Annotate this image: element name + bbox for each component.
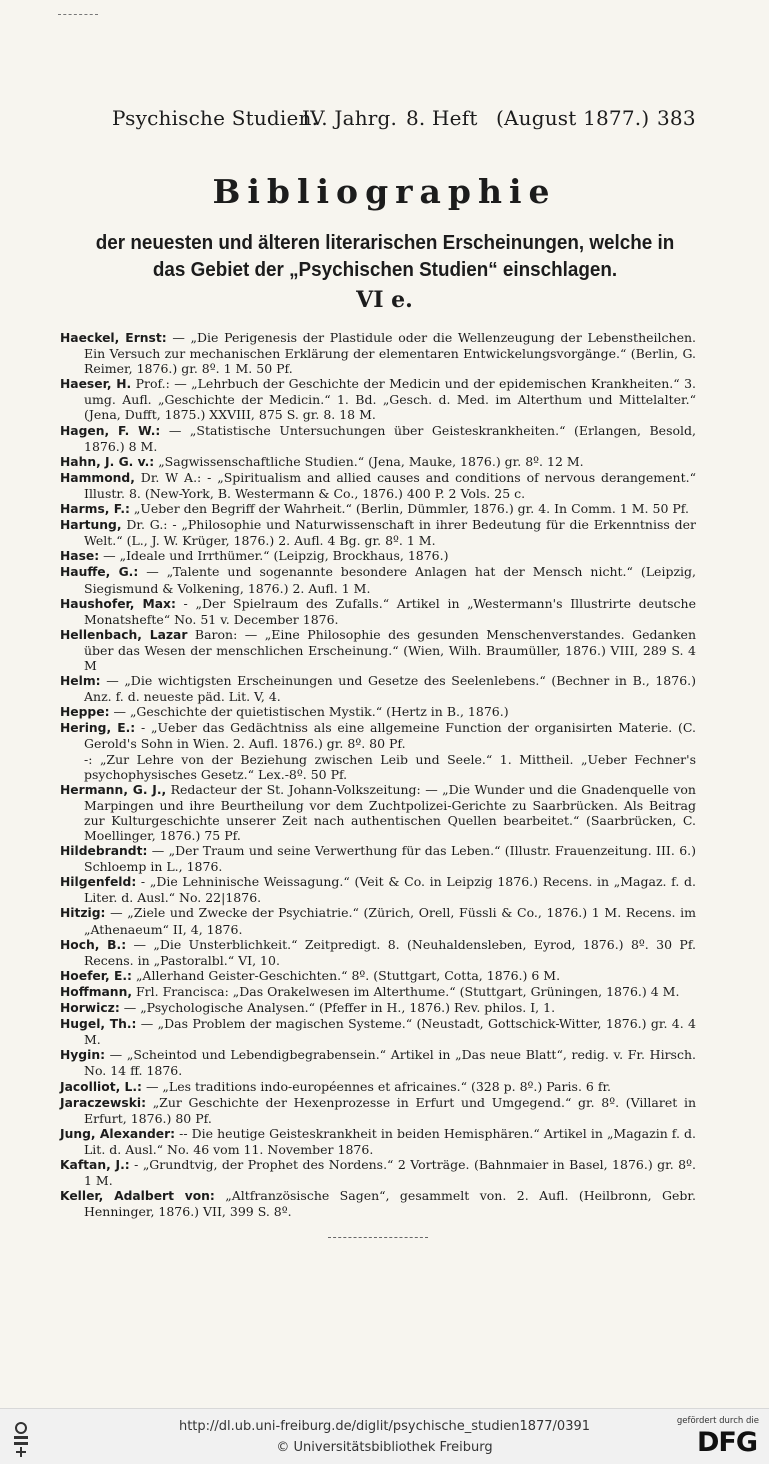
end-rule (328, 1237, 428, 1239)
entry-author: Keller, Adalbert von: (60, 1189, 215, 1204)
entry-text: — „Psychologische Analysen.“ (Pfeffer in H., 1876.) Rev. philos. I, 1. (119, 1000, 556, 1016)
entry-author: Hoch, B.: (60, 937, 127, 952)
entry-text: -: „Zur Lehre von der Beziehung zwischen Leib und Seele.“ 1. Mittheil. „Ueber Fechner's psychophysisches Gesetz.“ Lex.-8º. 50 Pf. (84, 751, 696, 782)
top-scan-marks (58, 14, 98, 17)
bibliography-entry (60, 984, 696, 1000)
bibliography-entry (60, 1188, 696, 1219)
bibliography-entry (60, 782, 696, 843)
entry-text: — „Geschichte der quietistischen Mystik.“ (Hertz in B., 1876.) (109, 704, 509, 720)
entry-text: Prof.: — „Lehrbuch der Geschichte der Medicin und der epidemischen Krankheiten.“ 3. umg. Aufl. „Geschichte der Medicin.“ 1. Bd. „Gesch. d. Med. im Alterthum und Mittelalter.“ (Jena, Dufft, 1875.) XXVIII, 875 S. gr. 8. 18 M. (84, 376, 696, 423)
entry-text: — „Die Perigenesis der Plastidule oder die Wellenzeugung der Lebenstheilchen. Ein Versuch zur mechanischen Erklärung der elementaren Entwickelungsvorgänge.“ (Berlin, G. Reimer, 1876.) gr. 8º. 1 M. 50 Pf. (84, 330, 696, 377)
entry-text: Dr. G.: - „Philosophie und Naturwissenschaft in ihrer Bedeutung für die Erkenntniss der Welt.“ (L., J. W. Krüger, 1876.) 2. Aufl. 4 Bg. gr. 8º. 1 M. (84, 517, 696, 549)
entry-author: Hauffe, G.: (60, 565, 139, 580)
entry-text: — „Scheintod und Lebendigbegrabensein.“ Artikel in „Das neue Blatt“, redig. v. Fr. Hirsch. No. 14 ff. 1876. (84, 1047, 696, 1079)
bibliography-entry (60, 720, 696, 751)
journal-title: Psychische Studien. (112, 106, 319, 130)
entry-text: - „Ueber das Gedächtniss als eine allgemeine Function der organisirten Materie. (C. Gerold's Sohn in Wien. 2. Aufl. 1876.) gr. 8º. 80 Pf. (84, 720, 696, 752)
bibliography-entry (60, 1126, 696, 1157)
bibliography-entry (60, 704, 696, 720)
entry-author: Harms, F.: (60, 502, 130, 517)
bibliography-entry (60, 1016, 696, 1047)
entry-author: Hilgenfeld: (60, 875, 137, 890)
document-url[interactable]: http://dl.ub.uni-freiburg.de/diglit/psychische_studien1877/0391 (178, 1419, 591, 1434)
entry-author: Haeser, H. (60, 377, 132, 392)
bibliography-list (60, 330, 696, 1219)
entry-author: Hoffmann, (60, 984, 132, 999)
entry-text: — „Der Traum und seine Verwerthung für das Leben.“ (Illustr. Frauenzeitung. III. 6.) Schloemp in L., 1876. (84, 843, 696, 875)
entry-text: — „Das Problem der magischen Systeme.“ (Neustadt, Gottschick-Witter, 1876.) gr. 4. 4 M. (84, 1016, 696, 1048)
entry-text: — „Ideale und Irrthümer.“ (Leipzig, Brockhaus, 1876.) (99, 548, 449, 564)
entry-author: Haushofer, Max: (60, 596, 176, 611)
bibliography-entry (60, 454, 696, 470)
entry-author: Jung, Alexander: (60, 1126, 176, 1141)
entry-author: Hagen, F. W.: (60, 423, 161, 438)
entry-text: Frl. Francisca: „Das Orakelwesen im Alterthume.“ (Stuttgart, Grüningen, 1876.) 4 M. (132, 983, 680, 999)
entry-author: Hellenbach, Lazar (60, 627, 188, 642)
bibliography-entry (60, 937, 696, 968)
entry-author: Hammond, (60, 470, 135, 485)
entry-text: — „Les traditions indo-européennes et africaines.“ (328 p. 8º.) Paris. 6 fr. (141, 1078, 612, 1094)
bibliography-entry (60, 423, 696, 454)
entry-author: Jaraczewski: (60, 1095, 147, 1110)
entry-author: Hygin: (60, 1048, 105, 1063)
bibliography-entry (60, 517, 696, 548)
entry-text: - „Die Lehninische Weissagung.“ (Veit & Co. in Leipzig 1876.) Recens. in „Magaz. f. d. Liter. d. Ausl.“ No. 22|1876. (84, 874, 696, 906)
subtitle-line-2: das Gebiet der „Psychischen Studien“ einschlagen. (152, 258, 618, 281)
entry-author: Hildebrandt: (60, 844, 148, 859)
bibliography-entry (60, 1157, 696, 1188)
running-header (112, 106, 697, 138)
dfg-logo[interactable]: DFG (696, 1427, 757, 1458)
entry-text: „Sagwissenschaftliche Studien.“ (Jena, Mauke, 1876.) gr. 8º. 12 M. (154, 453, 584, 469)
bibliography-entry (60, 673, 696, 704)
entry-author: Haeckel, Ernst: (60, 331, 167, 345)
bibliography-entry (60, 752, 696, 782)
bibliography-entry (60, 376, 696, 422)
bibliography-entry (60, 905, 696, 936)
entry-author: Hartung, (60, 518, 122, 533)
bibliography-entry (60, 843, 696, 874)
entry-author: Hitzig: (60, 906, 106, 921)
entry-text: - „Der Spielraum des Zufalls.“ Artikel in „Westermann's Illustrirte deutsche Monatshefte“ No. 51 v. December 1876. (84, 595, 697, 627)
issue-date: (August 1877.) (496, 106, 650, 130)
bibliography-entry (60, 548, 696, 564)
bibliography-entry (60, 1000, 696, 1016)
entry-author: Hering, E.: (60, 721, 136, 736)
entry-text: „Allerhand Geister-Geschichten.“ 8º. (Stuttgart, Cotta, 1876.) 6 M. (131, 967, 561, 983)
entry-text: — „Statistische Untersuchungen über Geisteskrankheiten.“ (Erlangen, Besold, 1876.) 8 M. (84, 422, 696, 454)
entry-text: „Ueber den Begriff der Wahrheit.“ (Berlin, Dümmler, 1876.) gr. 4. In Comm. 1 M. 50 Pf. (129, 501, 689, 517)
entry-text: - „Grundtvig, der Prophet des Nordens.“ 2 Vorträge. (Bahnmaier in Basel, 1876.) gr. 8º. 1 M. (84, 1156, 696, 1189)
funding-note: gefördert durch die (676, 1416, 759, 1426)
subtitle-line-1: der neuesten und älteren literarischen Erscheinungen, welche in (95, 231, 675, 254)
viewer-footer (0, 1408, 769, 1464)
entry-author: Hase: (60, 549, 100, 564)
entry-text: -- Die heutige Geisteskrankheit in beiden Hemisphären.“ Artikel in „Magazin f. d. Lit. d. Ausl.“ No. 46 vom 11. November 1876. (84, 1125, 696, 1157)
entry-author: Kaftan, J.: (60, 1157, 130, 1172)
bibliography-entry (60, 330, 696, 376)
bibliography-entry (60, 1079, 696, 1095)
entry-author: Hugel, Th.: (60, 1017, 137, 1032)
bibliography-entry (60, 564, 696, 595)
entry-author: Heppe: (60, 705, 110, 720)
bibliography-entry (60, 596, 696, 627)
bibliography-entry (60, 470, 696, 501)
entry-text: „Altfranzösische Sagen“, gesammelt von. 2. Aufl. (Heilbronn, Gebr. Henninger, 1876.) VII, 399 S. 8º. (84, 1188, 696, 1220)
entry-text: — „Ziele und Zwecke der Psychiatrie.“ (Zürich, Orell, Füssli & Co., 1876.) 1 M. Recens. im „Athenaeum“ II, 4, 1876. (84, 905, 696, 937)
entry-text: „Zur Geschichte der Hexenprozesse in Erfurt und Umgegend.“ gr. 8º. (Villaret in Erfurt, 1876.) 80 Pf. (84, 1094, 696, 1126)
bibliography-entry (60, 1095, 696, 1126)
subtitle (68, 229, 703, 283)
page-title: Bibliographie (212, 172, 557, 211)
issue-label: 8. Heft (406, 106, 478, 130)
entry-text: Redacteur der St. Johann-Volkszeitung: — „Die Wunder und die Gnadenquelle von Marpingen und ihre Beurtheilung vor dem Zuchtpolizei-Gerichte zu Saarbrücken. Als Beitrag zur Kulturgeschichte unserer Zeit nach authentischen Quellen bearbeitet.“ (Saarbrücken, C. Moellinger, 1876.) 75 Pf. (84, 781, 696, 843)
entry-author: Hahn, J. G. v.: (60, 454, 155, 469)
bibliography-entry (60, 1047, 696, 1078)
section-heading: VI e. (356, 287, 413, 313)
bibliography-entry (60, 627, 696, 673)
entry-author: Helm: (60, 674, 101, 689)
entry-author: Hoefer, E.: (60, 968, 132, 983)
volume-label: IV. Jahrg. (302, 106, 398, 130)
bibliography-entry (60, 874, 696, 905)
entry-text: — „Die wichtigsten Erscheinungen und Gesetze des Seelenlebens.“ (Bechner in B., 1876.) Anz. f. d. neueste päd. Lit. V, 4. (84, 673, 696, 705)
entry-text: Dr. W A.: - „Spiritualism and allied causes and conditions of nervous derangement.“ Illustr. 8. (New-York, B. Westermann & Co., 1876.) 400 P. 2 Vols. 25 c. (84, 469, 696, 501)
entry-author: Hermann, G. J., (60, 782, 167, 797)
entry-author: Horwicz: (60, 1001, 120, 1016)
entry-text: Baron: — „Eine Philosophie des gesunden Menschenverstandes. Gedanken über das Wesen der menschlichen Erscheinung.“ (Wien, Wilh. Braumüller, 1876.) VIII, 289 S. 4 M (84, 626, 696, 673)
page-number: 383 (657, 106, 696, 130)
bibliography-entry (60, 968, 696, 984)
entry-text: — „Die Unsterblichkeit.“ Zeitpredigt. 8. (Neuhaldensleben, Eyrod, 1876.) 8º. 30 Pf. Recens. in „Pastoralbl.“ VI, 10. (84, 936, 696, 968)
bibliography-entry (60, 501, 696, 517)
entry-text: — „Talente und sogenannte besondere Anlagen hat der Mensch nicht.“ (Leipzig, Siegismund & Volkening, 1876.) 2. Aufl. 1 M. (84, 564, 697, 596)
entry-author: Jacolliot, L.: (60, 1079, 142, 1094)
copyright-notice: © Universitätsbibliothek Freiburg (276, 1440, 493, 1455)
